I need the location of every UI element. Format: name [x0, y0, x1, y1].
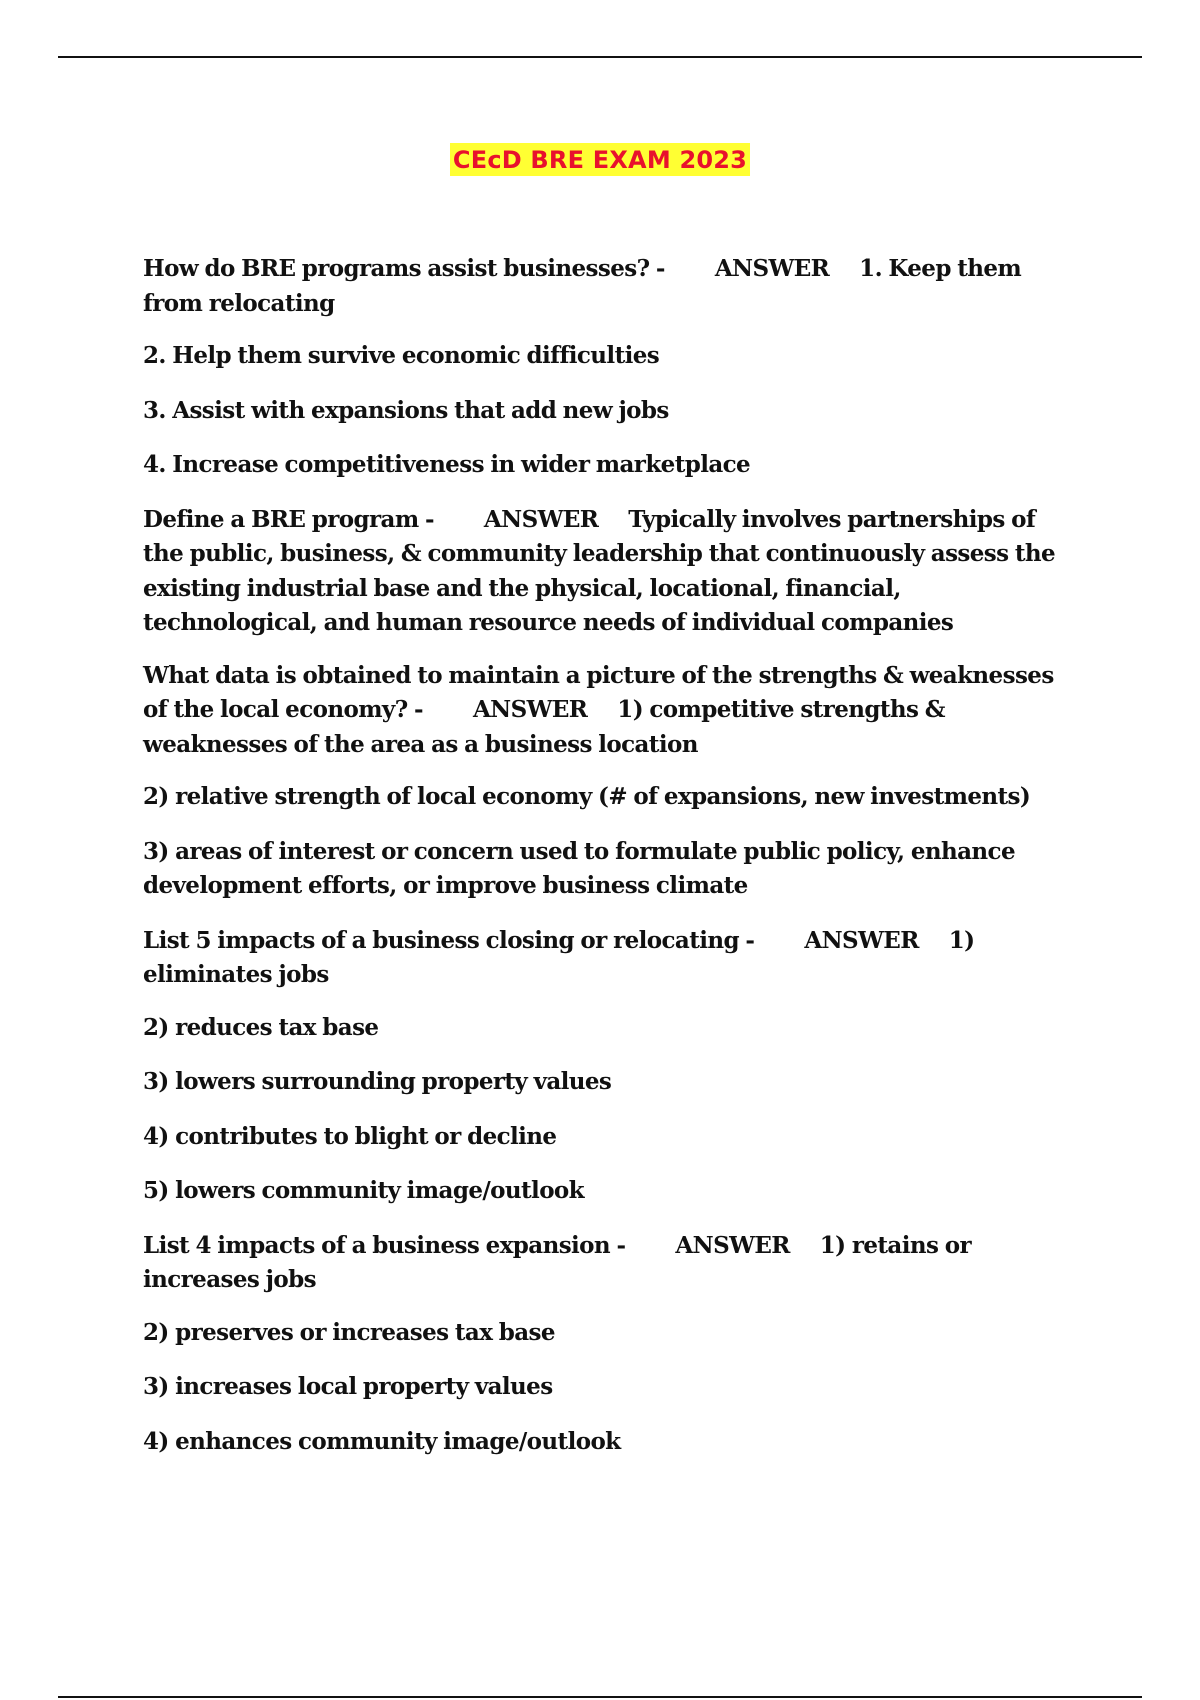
- answer-label: ANSWER: [714, 255, 830, 282]
- question-text: List 4 impacts of a business expansion -: [143, 1231, 626, 1259]
- answer-text: 1) competitive strengths & weaknesses of the area as a business location: [143, 696, 945, 758]
- answer-line: 2) relative strength of local economy (# of expansions, new investments): [143, 783, 1031, 810]
- bottom-rule: [58, 1696, 1142, 1698]
- title-container: [0, 143, 1200, 176]
- question-text: List 5 impacts of a business closing or relocating -: [143, 926, 755, 954]
- qa-item-3: [143, 659, 1073, 763]
- answer-label: ANSWER: [804, 926, 919, 954]
- answer-text: 1) eliminates jobs: [143, 926, 975, 988]
- document-title: CEcD BRE EXAM 2023: [450, 143, 750, 176]
- qa-item-1: [143, 252, 1073, 321]
- answer-line: 3) areas of interest or concern used to formulate public policy, enhance development efforts, or improve business climate: [143, 837, 1015, 899]
- question-text: What data is obtained to maintain a picture of the strengths & weaknesses of the local economy? -: [143, 661, 1054, 723]
- qa-item-2: [143, 503, 1073, 641]
- answer-line: 2) preserves or increases tax base: [143, 1318, 555, 1346]
- qa-item-5: [143, 1229, 1073, 1298]
- top-rule: [58, 56, 1142, 58]
- document-body: [143, 252, 1073, 1479]
- answer-line: 3. Assist with expansions that add new jobs: [143, 396, 669, 424]
- question-text: Define a BRE program -: [143, 505, 434, 533]
- answer-line: 2. Help them survive economic difficulties: [143, 342, 660, 369]
- answer-line: 4) contributes to blight or decline: [143, 1122, 557, 1150]
- answer-text: 1) retains or increases jobs: [143, 1231, 972, 1293]
- answer-text: 1. Keep them from relocating: [143, 255, 1022, 317]
- answer-label: ANSWER: [472, 696, 588, 723]
- answer-line: 5) lowers community image/outlook: [143, 1177, 585, 1204]
- answer-label: ANSWER: [675, 1231, 790, 1259]
- answer-line: 2) reduces tax base: [143, 1013, 379, 1041]
- answer-line: 3) lowers surrounding property values: [143, 1068, 612, 1095]
- answer-text: Typically involves partnerships of the public, business, & community leadership that continuously assess the existing industrial base and the physical, locational, financial, technological, and human resource needs of individual companies: [143, 505, 1056, 636]
- answer-line: 4) enhances community image/outlook: [143, 1427, 621, 1455]
- answer-line: 3) increases local property values: [143, 1373, 553, 1400]
- question-text: How do BRE programs assist businesses? -: [143, 255, 665, 282]
- answer-label: ANSWER: [483, 505, 599, 533]
- qa-item-4: [143, 924, 1073, 993]
- answer-line: 4. Increase competitiveness in wider marketplace: [143, 451, 751, 478]
